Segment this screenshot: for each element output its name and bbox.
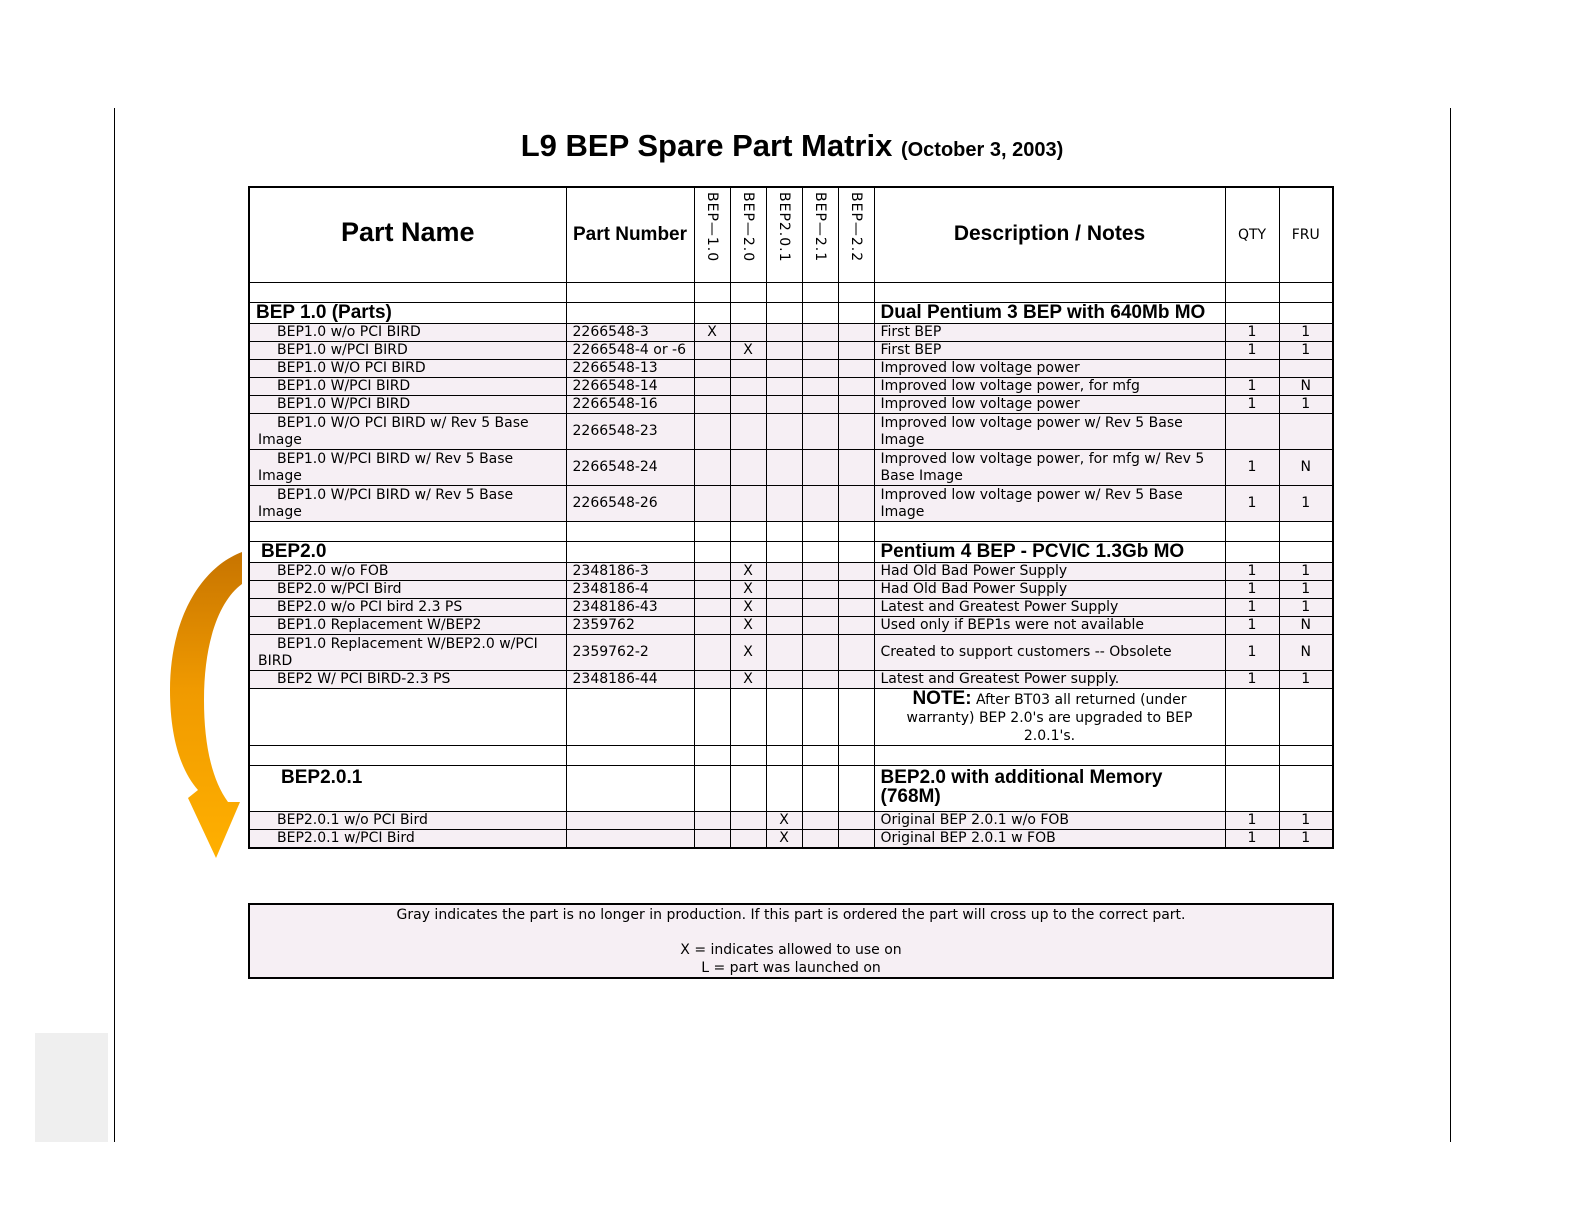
fru-cell: N	[1279, 617, 1333, 635]
part-name-cell: BEP1.0 Replacement W/BEP2.0 w/PCI BIRD	[249, 635, 566, 671]
spacer-row	[249, 522, 1333, 542]
spacer-cell	[874, 746, 1225, 766]
spacer-cell	[802, 522, 838, 542]
legend-x-note: X = indicates allowed to use on	[680, 942, 902, 958]
version-mark-cell	[766, 635, 802, 671]
qty-cell: 1	[1225, 450, 1279, 486]
description-cell: Had Old Bad Power Supply	[874, 563, 1225, 581]
spacer-cell	[766, 746, 802, 766]
table-row	[249, 671, 1333, 689]
section-description-text: BEP2.0 with additional Memory (768M)	[880, 767, 1163, 807]
table-row	[249, 414, 1333, 450]
section-title-text: BEP2.0.1	[281, 767, 363, 788]
spacer-cell	[249, 522, 566, 542]
part-name-cell: BEP1.0 w/PCI BIRD	[249, 342, 566, 360]
version-mark-cell	[730, 360, 766, 378]
part-number-cell: 2348186-44	[566, 671, 694, 689]
version-mark-cell	[730, 830, 766, 849]
part-name-cell: BEP2.0.1 w/o PCI Bird	[249, 812, 566, 830]
version-mark-cell	[802, 617, 838, 635]
spacer-cell	[730, 283, 766, 303]
fru-cell: 1	[1279, 830, 1333, 849]
note-cell	[874, 689, 1225, 746]
section-description	[874, 542, 1225, 563]
version-mark-cell	[838, 378, 874, 396]
spacer-cell	[566, 522, 694, 542]
part-name-cell: BEP1.0 W/PCI BIRD	[249, 396, 566, 414]
version-mark-cell: X	[730, 635, 766, 671]
fru-cell	[1279, 414, 1333, 450]
part-number-cell: 2266548-16	[566, 396, 694, 414]
section-title-text: BEP2.0	[261, 541, 327, 562]
version-mark-cell	[694, 414, 730, 450]
version-mark-cell	[802, 486, 838, 522]
version-mark-cell	[838, 812, 874, 830]
note-row	[249, 689, 1333, 746]
fru-cell: 1	[1279, 324, 1333, 342]
fru-cell: 1	[1279, 599, 1333, 617]
version-mark-cell	[838, 830, 874, 849]
spacer-cell	[1279, 746, 1333, 766]
version-mark-cell	[802, 563, 838, 581]
description-cell: Latest and Greatest Power Supply	[874, 599, 1225, 617]
version-mark-cell	[802, 378, 838, 396]
version-mark-cell: X	[730, 599, 766, 617]
empty-cell	[766, 542, 802, 563]
empty-cell	[838, 766, 874, 812]
version-mark-cell	[802, 581, 838, 599]
version-mark-cell	[694, 450, 730, 486]
version-mark-cell	[694, 812, 730, 830]
title-main: L9 BEP Spare Part Matrix	[520, 128, 893, 163]
qty-cell	[1225, 414, 1279, 450]
empty-cell	[1279, 303, 1333, 324]
header-bep-2-0: BEP—2.0	[730, 187, 766, 283]
header-description: Description / Notes	[874, 187, 1225, 283]
version-mark-cell	[802, 414, 838, 450]
version-mark-cell	[766, 414, 802, 450]
description-cell: Improved low voltage power w/ Rev 5 Base Image	[874, 486, 1225, 522]
header-bep-2-2: BEP—2.2	[838, 187, 874, 283]
version-mark-cell	[694, 671, 730, 689]
version-mark-cell: X	[730, 581, 766, 599]
part-number-cell: 2348186-43	[566, 599, 694, 617]
right-page-border	[1450, 108, 1451, 1142]
empty-cell	[249, 689, 566, 746]
description-cell: First BEP	[874, 342, 1225, 360]
part-number-cell: 2266548-4 or -6	[566, 342, 694, 360]
qty-cell: 1	[1225, 324, 1279, 342]
spacer-cell	[1279, 283, 1333, 303]
spacer-cell	[249, 746, 566, 766]
table-row	[249, 342, 1333, 360]
spacer-cell	[1225, 522, 1279, 542]
qty-cell	[1225, 360, 1279, 378]
version-mark-cell	[694, 342, 730, 360]
version-mark-cell	[766, 324, 802, 342]
version-mark-cell	[802, 360, 838, 378]
part-name-cell: BEP1.0 W/PCI BIRD	[249, 378, 566, 396]
part-name-cell: BEP2.0 w/o FOB	[249, 563, 566, 581]
qty-cell: 1	[1225, 342, 1279, 360]
version-mark-cell	[766, 450, 802, 486]
spacer-cell	[802, 746, 838, 766]
version-mark-cell	[802, 450, 838, 486]
empty-cell	[1279, 689, 1333, 746]
part-name-cell: BEP1.0 W/PCI BIRD w/ Rev 5 Base Image	[249, 450, 566, 486]
section-header-row	[249, 303, 1333, 324]
empty-cell	[694, 542, 730, 563]
description-cell: Improved low voltage power, for mfg	[874, 378, 1225, 396]
version-mark-cell: X	[730, 342, 766, 360]
version-mark-cell	[838, 563, 874, 581]
empty-cell	[838, 689, 874, 746]
qty-cell: 1	[1225, 812, 1279, 830]
spare-part-matrix	[248, 186, 1334, 849]
table-row	[249, 450, 1333, 486]
empty-cell	[694, 689, 730, 746]
version-mark-cell	[730, 396, 766, 414]
qty-cell: 1	[1225, 563, 1279, 581]
empty-cell	[766, 689, 802, 746]
version-mark-cell	[838, 342, 874, 360]
qty-cell: 1	[1225, 635, 1279, 671]
empty-cell	[730, 303, 766, 324]
spacer-cell	[802, 283, 838, 303]
legend-l-note: L = part was launched on	[701, 960, 881, 976]
part-number-cell: 2266548-26	[566, 486, 694, 522]
version-mark-cell	[694, 635, 730, 671]
version-mark-cell	[694, 378, 730, 396]
empty-cell	[1225, 303, 1279, 324]
part-number-cell: 2266548-14	[566, 378, 694, 396]
version-mark-cell	[838, 486, 874, 522]
version-mark-cell	[694, 360, 730, 378]
version-mark-cell	[766, 617, 802, 635]
spacer-cell	[1225, 746, 1279, 766]
version-mark-cell	[694, 599, 730, 617]
part-name-cell: BEP1.0 W/O PCI BIRD	[249, 360, 566, 378]
part-number-cell: 2266548-24	[566, 450, 694, 486]
part-name-cell: BEP2.0.1 w/PCI Bird	[249, 830, 566, 849]
empty-cell	[802, 542, 838, 563]
fru-cell: 1	[1279, 563, 1333, 581]
header-qty: QTY	[1225, 187, 1279, 283]
fru-cell: 1	[1279, 342, 1333, 360]
qty-cell: 1	[1225, 486, 1279, 522]
version-mark-cell	[802, 324, 838, 342]
version-mark-cell	[838, 414, 874, 450]
table-row	[249, 360, 1333, 378]
empty-cell	[766, 303, 802, 324]
version-mark-cell	[802, 342, 838, 360]
qty-cell: 1	[1225, 617, 1279, 635]
legend-gray-note: Gray indicates the part is no longer in production. If this part is ordered the part will cross up to the correct part.	[396, 907, 1186, 923]
part-name-cell: BEP1.0 W/PCI BIRD w/ Rev 5 Base Image	[249, 486, 566, 522]
section-description	[874, 766, 1225, 812]
description-cell: Used only if BEP1s were not available	[874, 617, 1225, 635]
part-number-cell: 2359762-2	[566, 635, 694, 671]
spacer-cell	[694, 283, 730, 303]
qty-cell: 1	[1225, 599, 1279, 617]
version-mark-cell: X	[694, 324, 730, 342]
empty-cell	[566, 303, 694, 324]
spacer-cell	[838, 746, 874, 766]
header-row	[249, 187, 1333, 283]
version-mark-cell	[766, 581, 802, 599]
table-row	[249, 812, 1333, 830]
spacer-cell	[730, 746, 766, 766]
corner-gray-panel	[35, 1033, 108, 1142]
empty-cell	[566, 689, 694, 746]
section-title-text: BEP 1.0 (Parts)	[256, 302, 392, 323]
part-number-cell: 2266548-3	[566, 324, 694, 342]
version-mark-cell	[802, 396, 838, 414]
version-mark-cell	[838, 360, 874, 378]
part-number-cell: 2348186-4	[566, 581, 694, 599]
version-mark-cell	[694, 396, 730, 414]
empty-cell	[730, 542, 766, 563]
empty-cell	[1225, 766, 1279, 812]
empty-cell	[566, 542, 694, 563]
spacer-cell	[766, 522, 802, 542]
version-mark-cell	[730, 812, 766, 830]
version-mark-cell	[694, 563, 730, 581]
description-cell: Original BEP 2.0.1 w FOB	[874, 830, 1225, 849]
table-row	[249, 635, 1333, 671]
page-title	[250, 128, 1334, 164]
description-cell: Created to support customers -- Obsolete	[874, 635, 1225, 671]
empty-cell	[838, 303, 874, 324]
empty-cell	[802, 766, 838, 812]
section-description-text: Dual Pentium 3 BEP with 640Mb MO	[880, 302, 1206, 323]
empty-cell	[694, 303, 730, 324]
version-mark-cell	[802, 635, 838, 671]
version-mark-cell: X	[730, 617, 766, 635]
empty-cell	[1225, 542, 1279, 563]
spacer-cell	[874, 522, 1225, 542]
part-number-cell: 2359762	[566, 617, 694, 635]
table-row	[249, 563, 1333, 581]
left-page-border	[114, 108, 115, 1142]
qty-cell: 1	[1225, 830, 1279, 849]
spacer-cell	[694, 746, 730, 766]
empty-cell	[802, 303, 838, 324]
part-number-cell	[566, 812, 694, 830]
version-mark-cell	[730, 486, 766, 522]
version-mark-cell	[766, 671, 802, 689]
part-number-cell: 2266548-23	[566, 414, 694, 450]
fru-cell	[1279, 360, 1333, 378]
empty-cell	[1279, 542, 1333, 563]
empty-cell	[694, 766, 730, 812]
spacer-cell	[566, 283, 694, 303]
description-cell: Improved low voltage power	[874, 360, 1225, 378]
version-mark-cell	[838, 599, 874, 617]
spacer-row	[249, 283, 1333, 303]
version-mark-cell	[802, 830, 838, 849]
section-header-row	[249, 542, 1333, 563]
section-title	[249, 766, 566, 812]
empty-cell	[802, 689, 838, 746]
version-mark-cell	[838, 617, 874, 635]
version-mark-cell	[730, 450, 766, 486]
table-row	[249, 396, 1333, 414]
version-mark-cell	[838, 581, 874, 599]
empty-cell	[838, 542, 874, 563]
description-cell: Improved low voltage power	[874, 396, 1225, 414]
description-cell: Latest and Greatest Power supply.	[874, 671, 1225, 689]
fru-cell: N	[1279, 635, 1333, 671]
curved-arrow-icon	[160, 540, 250, 870]
version-mark-cell	[730, 414, 766, 450]
version-mark-cell	[694, 581, 730, 599]
version-mark-cell	[766, 486, 802, 522]
qty-cell: 1	[1225, 671, 1279, 689]
table-row	[249, 599, 1333, 617]
section-title	[249, 542, 566, 563]
part-name-cell: BEP1.0 Replacement W/BEP2	[249, 617, 566, 635]
qty-cell: 1	[1225, 378, 1279, 396]
table-row	[249, 324, 1333, 342]
qty-cell: 1	[1225, 396, 1279, 414]
spacer-cell	[766, 283, 802, 303]
version-mark-cell	[694, 486, 730, 522]
part-name-cell: BEP2 W/ PCI BIRD-2.3 PS	[249, 671, 566, 689]
version-mark-cell	[838, 450, 874, 486]
legend-box	[248, 903, 1334, 979]
empty-cell	[1225, 689, 1279, 746]
description-cell: First BEP	[874, 324, 1225, 342]
version-mark-cell	[838, 324, 874, 342]
version-mark-cell	[802, 599, 838, 617]
header-bep-1-0: BEP—1.0	[694, 187, 730, 283]
version-mark-cell	[766, 378, 802, 396]
version-mark-cell	[694, 830, 730, 849]
version-mark-cell	[730, 324, 766, 342]
table-row	[249, 617, 1333, 635]
section-title	[249, 303, 566, 324]
version-mark-cell	[802, 671, 838, 689]
header-bep-2-1: BEP—2.1	[802, 187, 838, 283]
header-fru: FRU	[1279, 187, 1333, 283]
table-row	[249, 378, 1333, 396]
section-header-row	[249, 766, 1333, 812]
table-row	[249, 581, 1333, 599]
version-mark-cell	[766, 599, 802, 617]
part-number-cell: 2348186-3	[566, 563, 694, 581]
fru-cell: 1	[1279, 671, 1333, 689]
version-mark-cell	[730, 378, 766, 396]
version-mark-cell	[802, 812, 838, 830]
spacer-cell	[694, 522, 730, 542]
spacer-cell	[838, 283, 874, 303]
spacer-cell	[249, 283, 566, 303]
part-name-cell: BEP1.0 W/O PCI BIRD w/ Rev 5 Base Image	[249, 414, 566, 450]
part-number-cell	[566, 830, 694, 849]
version-mark-cell	[766, 396, 802, 414]
version-mark-cell	[766, 342, 802, 360]
empty-cell	[566, 766, 694, 812]
header-part-name: Part Name	[249, 187, 566, 283]
spacer-cell	[1279, 522, 1333, 542]
version-mark-cell	[838, 635, 874, 671]
version-mark-cell: X	[766, 812, 802, 830]
empty-cell	[730, 766, 766, 812]
empty-cell	[766, 766, 802, 812]
fru-cell: N	[1279, 450, 1333, 486]
spacer-cell	[838, 522, 874, 542]
version-mark-cell	[838, 396, 874, 414]
part-name-cell: BEP1.0 w/o PCI BIRD	[249, 324, 566, 342]
part-name-cell: BEP2.0 w/o PCI bird 2.3 PS	[249, 599, 566, 617]
empty-cell	[730, 689, 766, 746]
qty-cell: 1	[1225, 581, 1279, 599]
description-cell: Improved low voltage power w/ Rev 5 Base Image	[874, 414, 1225, 450]
version-mark-cell: X	[730, 563, 766, 581]
section-description-text: Pentium 4 BEP - PCVIC 1.3Gb MO	[880, 541, 1185, 562]
spacer-cell	[874, 283, 1225, 303]
version-mark-cell	[766, 563, 802, 581]
description-cell: Improved low voltage power, for mfg w/ Rev 5 Base Image	[874, 450, 1225, 486]
description-cell: Had Old Bad Power Supply	[874, 581, 1225, 599]
version-mark-cell	[694, 617, 730, 635]
version-mark-cell: X	[766, 830, 802, 849]
fru-cell: 1	[1279, 581, 1333, 599]
description-cell: Original BEP 2.0.1 w/o FOB	[874, 812, 1225, 830]
table-row	[249, 830, 1333, 849]
note-label: NOTE:	[912, 688, 972, 709]
title-date: (October 3, 2003)	[900, 139, 1064, 161]
spacer-cell	[566, 746, 694, 766]
header-bep-2-0-1: BEP2.0.1	[766, 187, 802, 283]
spacer-row	[249, 746, 1333, 766]
version-mark-cell	[766, 360, 802, 378]
empty-cell	[1279, 766, 1333, 812]
fru-cell: 1	[1279, 812, 1333, 830]
section-description	[874, 303, 1225, 324]
fru-cell: N	[1279, 378, 1333, 396]
version-mark-cell	[838, 671, 874, 689]
spacer-cell	[1225, 283, 1279, 303]
table-row	[249, 486, 1333, 522]
spacer-cell	[730, 522, 766, 542]
note-text: After BT03 all returned (under warranty) BEP 2.0's are upgraded to BEP 2.0.1's.	[906, 691, 1193, 744]
header-part-number: Part Number	[566, 187, 694, 283]
part-number-cell: 2266548-13	[566, 360, 694, 378]
part-name-cell: BEP2.0 w/PCI Bird	[249, 581, 566, 599]
fru-cell: 1	[1279, 486, 1333, 522]
fru-cell: 1	[1279, 396, 1333, 414]
version-mark-cell: X	[730, 671, 766, 689]
